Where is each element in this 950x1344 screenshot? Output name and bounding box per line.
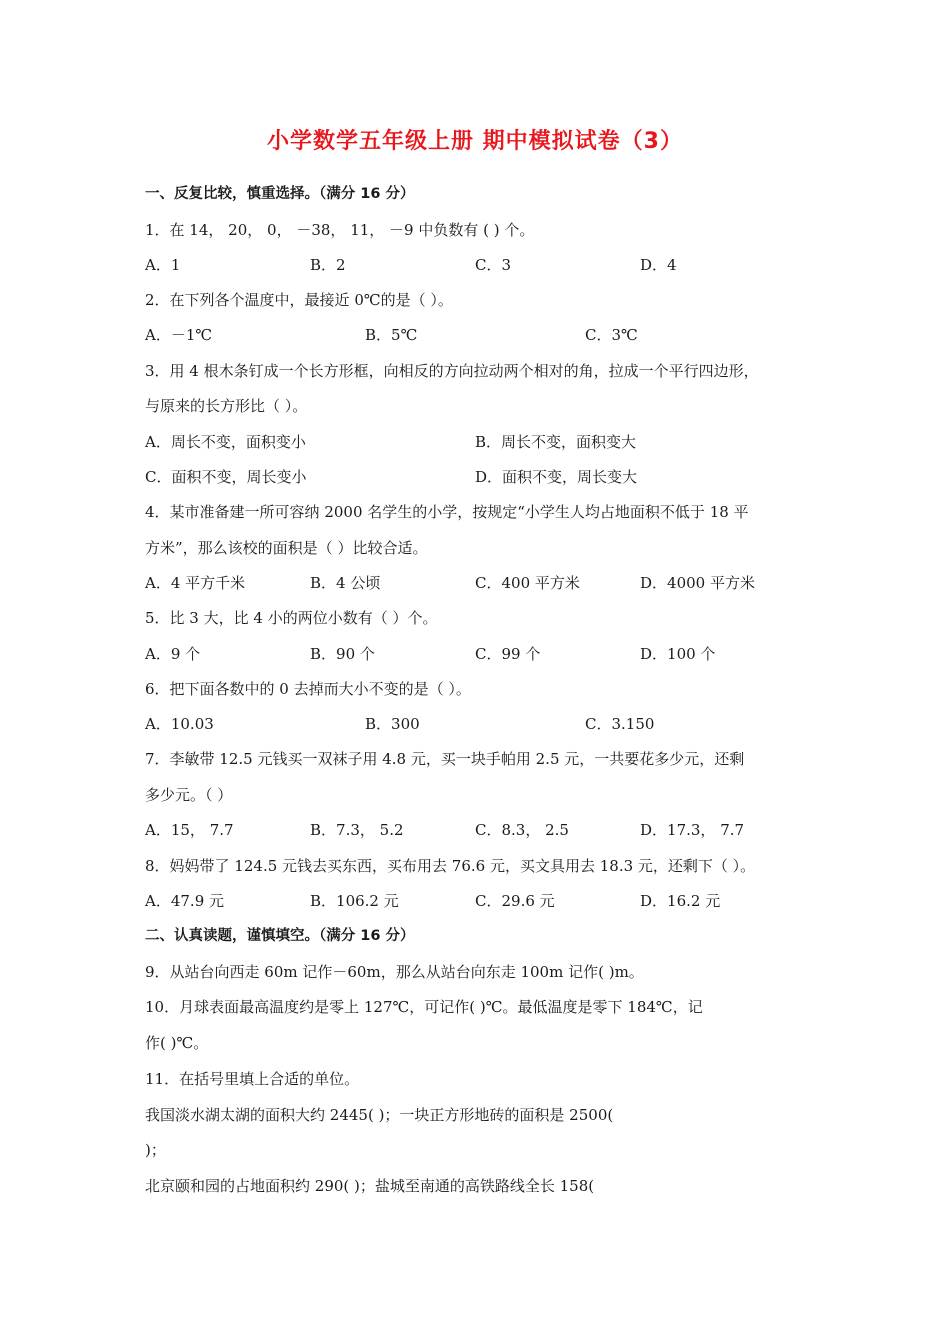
question-3-options-row-1: [145, 432, 825, 452]
option-c: C．29.6 元: [475, 892, 555, 910]
question-1: 1．在 14， 20， 0， －38， 11， －9 中负数有 ( ) 个。: [145, 221, 535, 239]
question-6: 6．把下面各数中的 0 去掉而大小不变的是（ ）。: [145, 680, 471, 698]
option-a: A．10.03: [145, 715, 214, 733]
option-b: B．300: [365, 715, 420, 733]
option-c: C．400 平方米: [475, 574, 580, 592]
question-7-line-1: 7．李敏带 12.5 元钱买一双袜子用 4.8 元，买一块手帕用 2.5 元，一共要花多少元，还剩: [145, 750, 745, 768]
option-d: D．16.2 元: [640, 892, 721, 910]
option-b: B．5℃: [365, 326, 418, 344]
question-4-line-2: 方米”，那么该校的面积是（ ）比较合适。: [145, 539, 428, 557]
question-2: 2．在下列各个温度中，最接近 0℃的是（ ）。: [145, 291, 453, 309]
option-b: B．周长不变，面积变大: [475, 433, 637, 451]
option-d: D．17.3， 7.7: [640, 821, 745, 839]
option-a: A．15， 7.7: [145, 821, 234, 839]
option-c: C．99 个: [475, 645, 541, 663]
question-10-line-1: 10．月球表面最高温度约是零上 127℃，可记作( )℃。最低温度是零下 184℃，记: [145, 998, 703, 1016]
question-8: 8．妈妈带了 124.5 元钱去买东西，买布用去 76.6 元，买文具用去 18.3 元，还剩下（ ）。: [145, 857, 756, 875]
option-a: A．1: [145, 256, 181, 274]
option-d: D．面积不变，周长变大: [475, 468, 638, 486]
question-9: 9．从站台向西走 60m 记作－60m，那么从站台向东走 100m 记作( )m。: [145, 963, 644, 981]
section-heading-1: 一、反复比较，慎重选择。（满分 16 分）: [145, 186, 415, 202]
question-5-options: [145, 644, 825, 664]
question-11-line-1: 我国淡水湖太湖的面积大约 2445( )；一块正方形地砖的面积是 2500(: [145, 1106, 614, 1124]
option-d: D．4: [640, 256, 677, 274]
question-7-line-2: 多少元。（ ）: [145, 786, 233, 804]
option-c: C．8.3， 2.5: [475, 821, 569, 839]
option-c: C．3: [475, 256, 512, 274]
option-a: A．－1℃: [145, 326, 213, 344]
option-a: A．9 个: [145, 645, 201, 663]
question-5: 5．比 3 大，比 4 小的两位小数有（ ）个。: [145, 609, 438, 627]
option-a: A．47.9 元: [145, 892, 224, 910]
question-3-line-2: 与原来的长方形比（ ）。: [145, 397, 308, 415]
section-heading-2: 二、认真读题，谨慎填空。（满分 16 分）: [145, 928, 415, 944]
question-11-line-3: 北京颐和园的占地面积约 290( )；盐城至南通的高铁路线全长 158(: [145, 1177, 595, 1195]
option-d: D．4000 平方米: [640, 574, 755, 592]
question-8-options: [145, 891, 825, 911]
question-11-line-2: )；: [145, 1141, 166, 1159]
option-a: A．4 平方千米: [145, 574, 246, 592]
question-4-line-1: 4．某市准备建一所可容纳 2000 名学生的小学，按规定“小学生人均占地面积不低于 18 平: [145, 503, 749, 521]
question-11: 11．在括号里填上合适的单位。: [145, 1070, 360, 1088]
question-7-options: [145, 820, 825, 840]
option-a: A．周长不变，面积变小: [145, 433, 306, 451]
question-3-line-1: 3．用 4 根木条钉成一个长方形框，向相反的方向拉动两个相对的角，拉成一个平行四边形，: [145, 362, 759, 380]
option-b: B．106.2 元: [310, 892, 399, 910]
question-6-options: [145, 714, 825, 734]
question-1-options: [145, 255, 825, 275]
option-c: C．3℃: [585, 326, 638, 344]
option-d: D．100 个: [640, 645, 716, 663]
option-b: B．2: [310, 256, 346, 274]
question-4-options: [145, 573, 825, 593]
option-c: C．面积不变，周长变小: [145, 468, 307, 486]
option-c: C．3.150: [585, 715, 655, 733]
option-b: B．4 公顷: [310, 574, 381, 592]
option-b: B．90 个: [310, 645, 375, 663]
option-b: B．7.3， 5.2: [310, 821, 404, 839]
question-3-options-row-2: [145, 467, 825, 487]
question-10-line-2: 作( )℃。: [145, 1034, 209, 1052]
question-2-options: [145, 325, 825, 345]
page-title: 小学数学五年级上册 期中模拟试卷（3）: [267, 129, 683, 154]
